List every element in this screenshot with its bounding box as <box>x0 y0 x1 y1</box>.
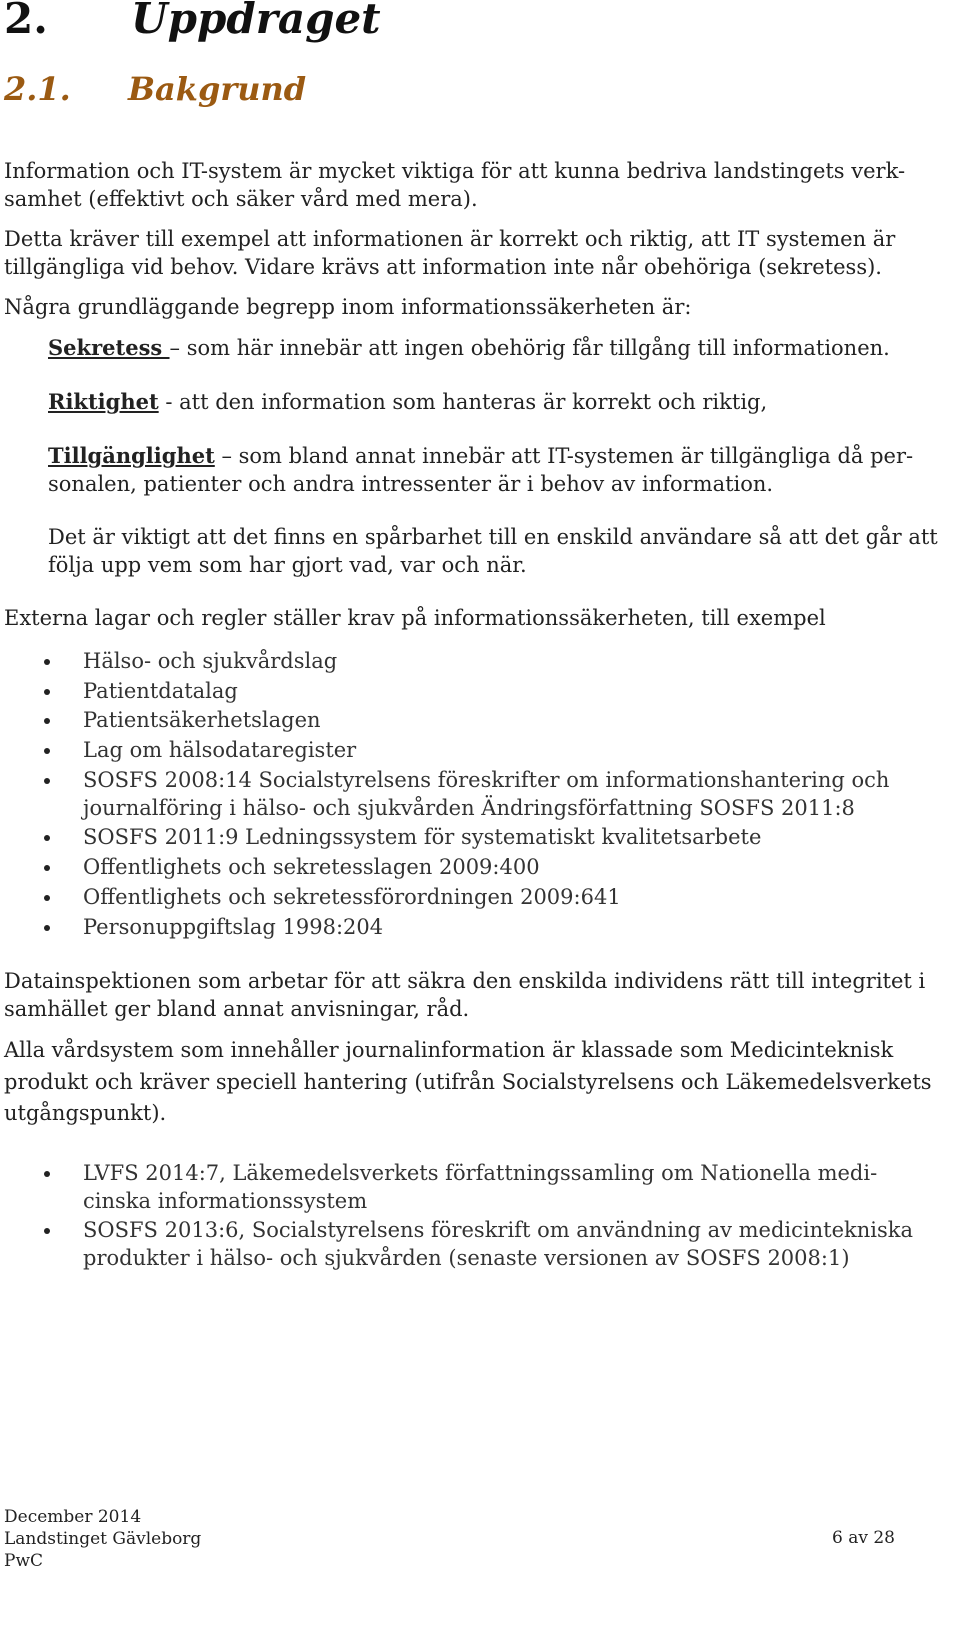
bullet-icon <box>44 1228 50 1234</box>
tillganglighet-definition <box>48 442 913 498</box>
list-item: Hälso- och sjukvårdslag <box>0 647 889 677</box>
section-title: Bakgrund <box>128 70 307 108</box>
detta-paragraph <box>4 225 895 281</box>
page-number: 6 av 28 <box>832 1528 895 1548</box>
chapter-heading <box>4 0 381 43</box>
regulations-list <box>0 1159 913 1273</box>
tillganglighet-term: Tillgänglighet <box>48 443 215 468</box>
chapter-number: 2. <box>4 0 48 43</box>
list-item: LVFS 2014:7, Läkemedelsverkets författningssamling om Nationella medi- cinska informationssystem <box>0 1159 913 1216</box>
list-item: Offentlighets och sekretessförordningen 2009:641 <box>0 883 889 913</box>
list-item: Offentlighets och sekretesslagen 2009:400 <box>0 853 889 883</box>
section-heading <box>4 70 306 108</box>
bullet-icon <box>44 865 50 871</box>
sparbarhet-paragraph <box>48 523 938 579</box>
bullet-icon <box>44 778 50 784</box>
list-item: Personuppgiftslag 1998:204 <box>0 913 889 943</box>
section-number: 2.1. <box>4 70 71 108</box>
externa-paragraph: Externa lagar och regler ställer krav på informationssäkerheten, till exempel <box>4 606 826 630</box>
laws-list <box>0 647 889 942</box>
intro-paragraph <box>4 157 905 213</box>
list-item: Lag om hälsodataregister <box>0 736 889 766</box>
riktighet-definition <box>48 388 767 416</box>
sekretess-text: – som här innebär att ingen obehörig får tillgång till informationen. <box>169 336 890 360</box>
intro-line-2: samhet (effektivt och säker vård med mera). <box>4 187 478 211</box>
vardsystem-line-3: utgångspunkt). <box>4 1101 167 1125</box>
footer-organization: Landstinget Gävleborg <box>4 1529 202 1549</box>
list-item: SOSFS 2013:6, Socialstyrelsens föreskrift om användning av medicintekniska produkter i hälso- och sjukvården (senaste versionen av SOSFS 2008:1) <box>0 1216 913 1273</box>
begrepp-paragraph: Några grundläggande begrepp inom informationssäkerheten är: <box>4 295 692 319</box>
bullet-icon <box>44 718 50 724</box>
bullet-icon <box>44 925 50 931</box>
chapter-title: Uppdraget <box>131 0 381 43</box>
datainspektion-line-1: Datainspektionen som arbetar för att säkra den enskilda individens rätt till integritet i <box>4 969 926 993</box>
bullet-icon <box>44 895 50 901</box>
riktighet-term: Riktighet <box>48 389 159 414</box>
detta-line-1: Detta kräver till exempel att informationen är korrekt och riktig, att IT systemen är <box>4 227 896 251</box>
bullet-icon <box>44 689 50 695</box>
tillganglighet-text-line-2: sonalen, patienter och andra intressenter är i behov av information. <box>48 472 774 496</box>
vardsystem-paragraph <box>4 1035 932 1130</box>
footer-date: December 2014 <box>4 1507 142 1527</box>
vardsystem-line-2: produkt och kräver speciell hantering (utifrån Socialstyrelsens och Läkemedelsverkets <box>4 1069 932 1094</box>
sparbarhet-line-2: följa upp vem som har gjort vad, var och när. <box>48 553 527 577</box>
list-item: SOSFS 2011:9 Ledningssystem för systematiskt kvalitetsarbete <box>0 823 889 853</box>
list-item: SOSFS 2008:14 Socialstyrelsens föreskrifter om informationshantering och journalföring i hälso- och sjukvården Ändringsförfattning SOSFS 2011:8 <box>0 766 889 824</box>
sekretess-term: Sekretess <box>48 335 170 360</box>
datainspektion-paragraph <box>4 967 925 1023</box>
bullet-icon <box>44 748 50 754</box>
footer-block <box>4 1506 201 1572</box>
detta-line-2: tillgängliga vid behov. Vidare krävs att information inte når obehöriga (sekretess). <box>4 255 882 279</box>
bullet-icon <box>44 835 50 841</box>
list-item: Patientdatalag <box>0 677 889 707</box>
sekretess-definition <box>48 334 890 362</box>
intro-line-1: Information och IT-system är mycket viktiga för att kunna bedriva landstingets verk- <box>4 159 906 183</box>
riktighet-text: - att den information som hanteras är korrekt och riktig, <box>158 390 768 414</box>
sparbarhet-line-1: Det är viktigt att det finns en spårbarhet till en enskild användare så att det går att <box>48 525 938 549</box>
tillganglighet-text-line-1: – som bland annat innebär att IT-systemen är tillgängliga då per- <box>214 444 914 468</box>
bullet-icon <box>44 659 50 665</box>
bullet-icon <box>44 1171 50 1177</box>
list-item: Patientsäkerhetslagen <box>0 706 889 736</box>
datainspektion-line-2: samhället ger bland annat anvisningar, råd. <box>4 997 470 1021</box>
footer-author: PwC <box>4 1551 43 1571</box>
vardsystem-line-1: Alla vårdsystem som innehåller journalinformation är klassade som Medicinteknisk <box>4 1038 894 1062</box>
